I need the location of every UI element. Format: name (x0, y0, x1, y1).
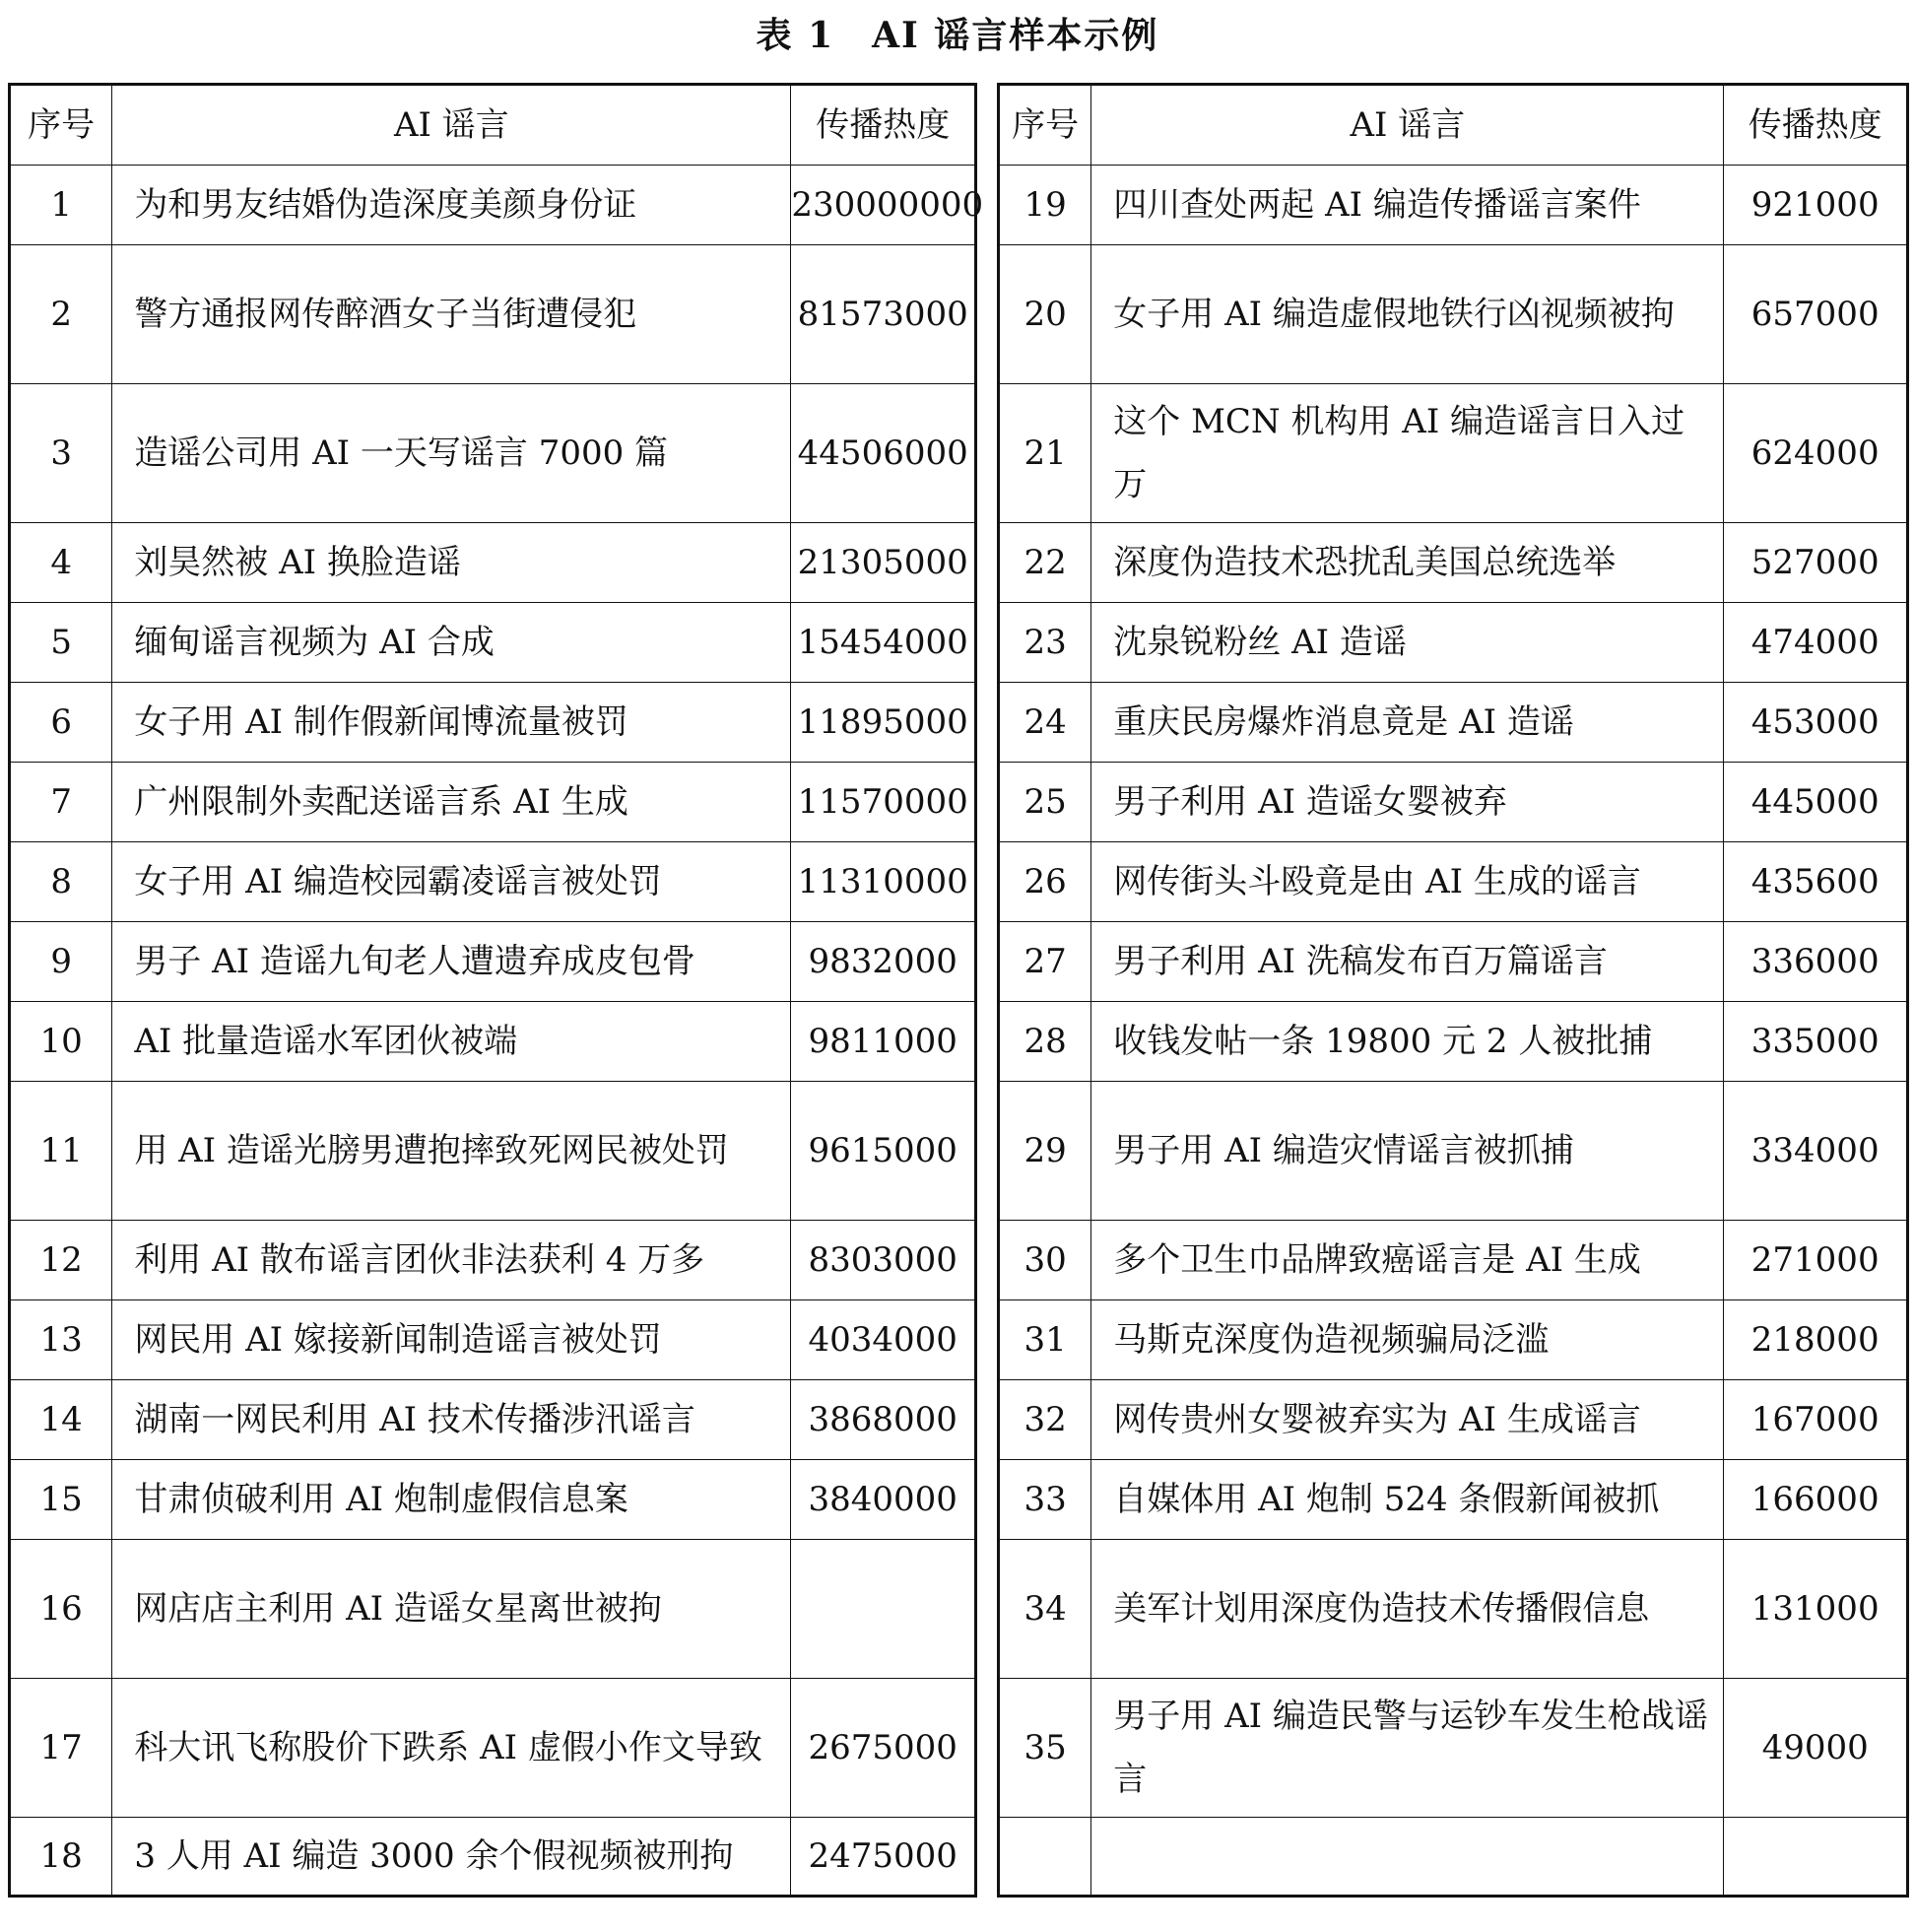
table-row (10, 1818, 976, 1897)
rumor-table-right (997, 83, 1909, 1898)
row-heat: 166000 (1724, 1460, 1908, 1540)
row-rumor: 男子 AI 造谣九旬老人遭遗弃成皮包骨 (112, 922, 791, 1002)
row-rumor: 这个 MCN 机构用 AI 编造谣言日入过万 (1091, 384, 1724, 523)
row-rumor: 网传贵州女婴被弃实为 AI 生成谣言 (1091, 1380, 1724, 1460)
row-heat: 218000 (1724, 1300, 1908, 1380)
table-row (10, 1460, 976, 1540)
row-rumor: 缅甸谣言视频为 AI 合成 (112, 603, 791, 683)
row-index: 10 (10, 1002, 112, 1082)
table-row (999, 1002, 1908, 1082)
header-index: 序号 (10, 85, 112, 166)
row-heat: 11570000 (791, 763, 976, 842)
row-rumor: 女子用 AI 编造虚假地铁行凶视频被拘 (1091, 245, 1724, 384)
row-rumor: 网传街头斗殴竟是由 AI 生成的谣言 (1091, 842, 1724, 922)
table-row (10, 1679, 976, 1818)
row-index: 9 (10, 922, 112, 1002)
row-rumor: 用 AI 造谣光膀男遭抱摔致死网民被处罚 (112, 1082, 791, 1221)
row-index: 17 (10, 1679, 112, 1818)
row-index: 3 (10, 384, 112, 523)
header-heat: 传播热度 (1724, 85, 1908, 166)
row-rumor (1091, 1818, 1724, 1897)
row-rumor: 造谣公司用 AI 一天写谣言 7000 篇 (112, 384, 791, 523)
row-rumor: 深度伪造技术恐扰乱美国总统选举 (1091, 523, 1724, 603)
row-index: 13 (10, 1300, 112, 1380)
row-rumor: 科大讯飞称股价下跌系 AI 虚假小作文导致 (112, 1679, 791, 1818)
table-row (999, 1460, 1908, 1540)
row-heat: 3840000 (791, 1460, 976, 1540)
row-heat: 9832000 (791, 922, 976, 1002)
row-index: 16 (10, 1540, 112, 1679)
row-rumor: 甘肃侦破利用 AI 炮制虚假信息案 (112, 1460, 791, 1540)
table-caption: 表 1 AI 谣言样本示例 (756, 15, 1159, 56)
row-rumor: 刘昊然被 AI 换脸造谣 (112, 523, 791, 603)
row-heat: 336000 (1724, 922, 1908, 1002)
row-index: 35 (999, 1679, 1091, 1818)
row-heat: 657000 (1724, 245, 1908, 384)
row-heat: 4034000 (791, 1300, 976, 1380)
row-heat: 21305000 (791, 523, 976, 603)
table-row (999, 166, 1908, 245)
row-rumor: 自媒体用 AI 炮制 524 条假新闻被抓 (1091, 1460, 1724, 1540)
row-index: 5 (10, 603, 112, 683)
row-rumor: 男子用 AI 编造灾情谣言被抓捕 (1091, 1082, 1724, 1221)
row-index: 8 (10, 842, 112, 922)
row-rumor: 男子利用 AI 洗稿发布百万篇谣言 (1091, 922, 1724, 1002)
row-index: 21 (999, 384, 1091, 523)
table-row (999, 1679, 1908, 1818)
row-rumor: 马斯克深度伪造视频骗局泛滥 (1091, 1300, 1724, 1380)
row-heat: 44506000 (791, 384, 976, 523)
table-row (10, 842, 976, 922)
row-heat: 9811000 (791, 1002, 976, 1082)
row-index: 22 (999, 523, 1091, 603)
table-row (10, 1221, 976, 1300)
row-rumor: 为和男友结婚伪造深度美颜身份证 (112, 166, 791, 245)
table-row (10, 1082, 976, 1221)
table-row (10, 683, 976, 763)
row-heat: 2475000 (791, 1818, 976, 1897)
row-index: 7 (10, 763, 112, 842)
row-index: 6 (10, 683, 112, 763)
table-row (999, 842, 1908, 922)
table-row (10, 1540, 976, 1679)
header-rumor: AI 谣言 (1091, 85, 1724, 166)
table-row (999, 922, 1908, 1002)
row-heat: 9615000 (791, 1082, 976, 1221)
row-index: 18 (10, 1818, 112, 1897)
row-index (999, 1818, 1091, 1897)
row-heat: 11895000 (791, 683, 976, 763)
row-rumor: 四川查处两起 AI 编造传播谣言案件 (1091, 166, 1724, 245)
row-index: 28 (999, 1002, 1091, 1082)
table-row (10, 1300, 976, 1380)
table-row (10, 166, 976, 245)
row-heat: 8303000 (791, 1221, 976, 1300)
table-row (999, 603, 1908, 683)
table-row (10, 384, 976, 523)
table-row (999, 1818, 1908, 1897)
row-index: 4 (10, 523, 112, 603)
table-row (999, 1082, 1908, 1221)
row-heat: 921000 (1724, 166, 1908, 245)
row-heat: 15454000 (791, 603, 976, 683)
row-heat (1724, 1818, 1908, 1897)
row-rumor: AI 批量造谣水军团伙被端 (112, 1002, 791, 1082)
row-index: 19 (999, 166, 1091, 245)
row-index: 31 (999, 1300, 1091, 1380)
row-heat: 167000 (1724, 1380, 1908, 1460)
row-heat: 11310000 (791, 842, 976, 922)
row-index: 33 (999, 1460, 1091, 1540)
table-row (10, 523, 976, 603)
row-heat: 335000 (1724, 1002, 1908, 1082)
row-rumor: 收钱发帖一条 19800 元 2 人被批捕 (1091, 1002, 1724, 1082)
table-row (10, 763, 976, 842)
table-row (999, 384, 1908, 523)
table-row (999, 1540, 1908, 1679)
row-rumor: 网店店主利用 AI 造谣女星离世被拘 (112, 1540, 791, 1679)
row-rumor: 利用 AI 散布谣言团伙非法获利 4 万多 (112, 1221, 791, 1300)
row-heat: 3868000 (791, 1380, 976, 1460)
row-heat: 334000 (1724, 1082, 1908, 1221)
row-rumor: 男子利用 AI 造谣女婴被弃 (1091, 763, 1724, 842)
row-rumor: 沈泉锐粉丝 AI 造谣 (1091, 603, 1724, 683)
row-heat: 2675000 (791, 1679, 976, 1818)
row-index: 11 (10, 1082, 112, 1221)
row-heat: 624000 (1724, 384, 1908, 523)
table-row (10, 245, 976, 384)
row-heat (791, 1540, 976, 1679)
row-rumor: 3 人用 AI 编造 3000 余个假视频被刑拘 (112, 1818, 791, 1897)
row-heat: 474000 (1724, 603, 1908, 683)
table-row (10, 1002, 976, 1082)
row-heat: 271000 (1724, 1221, 1908, 1300)
rumor-table-left (8, 83, 984, 1898)
row-index: 27 (999, 922, 1091, 1002)
row-index: 1 (10, 166, 112, 245)
row-heat: 230000000 (791, 166, 976, 245)
row-heat: 49000 (1724, 1679, 1908, 1818)
row-rumor: 警方通报网传醉酒女子当街遭侵犯 (112, 245, 791, 384)
row-heat: 131000 (1724, 1540, 1908, 1679)
table-row (10, 922, 976, 1002)
row-rumor: 男子用 AI 编造民警与运钞车发生枪战谣言 (1091, 1679, 1724, 1818)
table-row (10, 1380, 976, 1460)
table-row (999, 763, 1908, 842)
row-heat: 453000 (1724, 683, 1908, 763)
row-index: 24 (999, 683, 1091, 763)
header-rumor: AI 谣言 (112, 85, 791, 166)
row-index: 12 (10, 1221, 112, 1300)
row-heat: 81573000 (791, 245, 976, 384)
row-index: 34 (999, 1540, 1091, 1679)
row-rumor: 多个卫生巾品牌致癌谣言是 AI 生成 (1091, 1221, 1724, 1300)
row-rumor: 广州限制外卖配送谣言系 AI 生成 (112, 763, 791, 842)
row-heat: 445000 (1724, 763, 1908, 842)
row-rumor: 重庆民房爆炸消息竟是 AI 造谣 (1091, 683, 1724, 763)
row-rumor: 女子用 AI 制作假新闻博流量被罚 (112, 683, 791, 763)
table-row (999, 1221, 1908, 1300)
row-heat: 435600 (1724, 842, 1908, 922)
table-row (999, 683, 1908, 763)
row-index: 25 (999, 763, 1091, 842)
row-index: 20 (999, 245, 1091, 384)
row-index: 29 (999, 1082, 1091, 1221)
table-row (999, 1380, 1908, 1460)
row-index: 2 (10, 245, 112, 384)
row-rumor: 女子用 AI 编造校园霸凌谣言被处罚 (112, 842, 791, 922)
row-index: 26 (999, 842, 1091, 922)
row-rumor: 网民用 AI 嫁接新闻制造谣言被处罚 (112, 1300, 791, 1380)
row-rumor: 美军计划用深度伪造技术传播假信息 (1091, 1540, 1724, 1679)
row-heat: 527000 (1724, 523, 1908, 603)
row-index: 15 (10, 1460, 112, 1540)
header-index: 序号 (999, 85, 1091, 166)
row-index: 14 (10, 1380, 112, 1460)
table-row (10, 603, 976, 683)
table-row (999, 1300, 1908, 1380)
header-heat: 传播热度 (791, 85, 976, 166)
row-rumor: 湖南一网民利用 AI 技术传播涉汛谣言 (112, 1380, 791, 1460)
row-index: 32 (999, 1380, 1091, 1460)
table-row (999, 523, 1908, 603)
row-index: 23 (999, 603, 1091, 683)
table-row (999, 245, 1908, 384)
row-index: 30 (999, 1221, 1091, 1300)
